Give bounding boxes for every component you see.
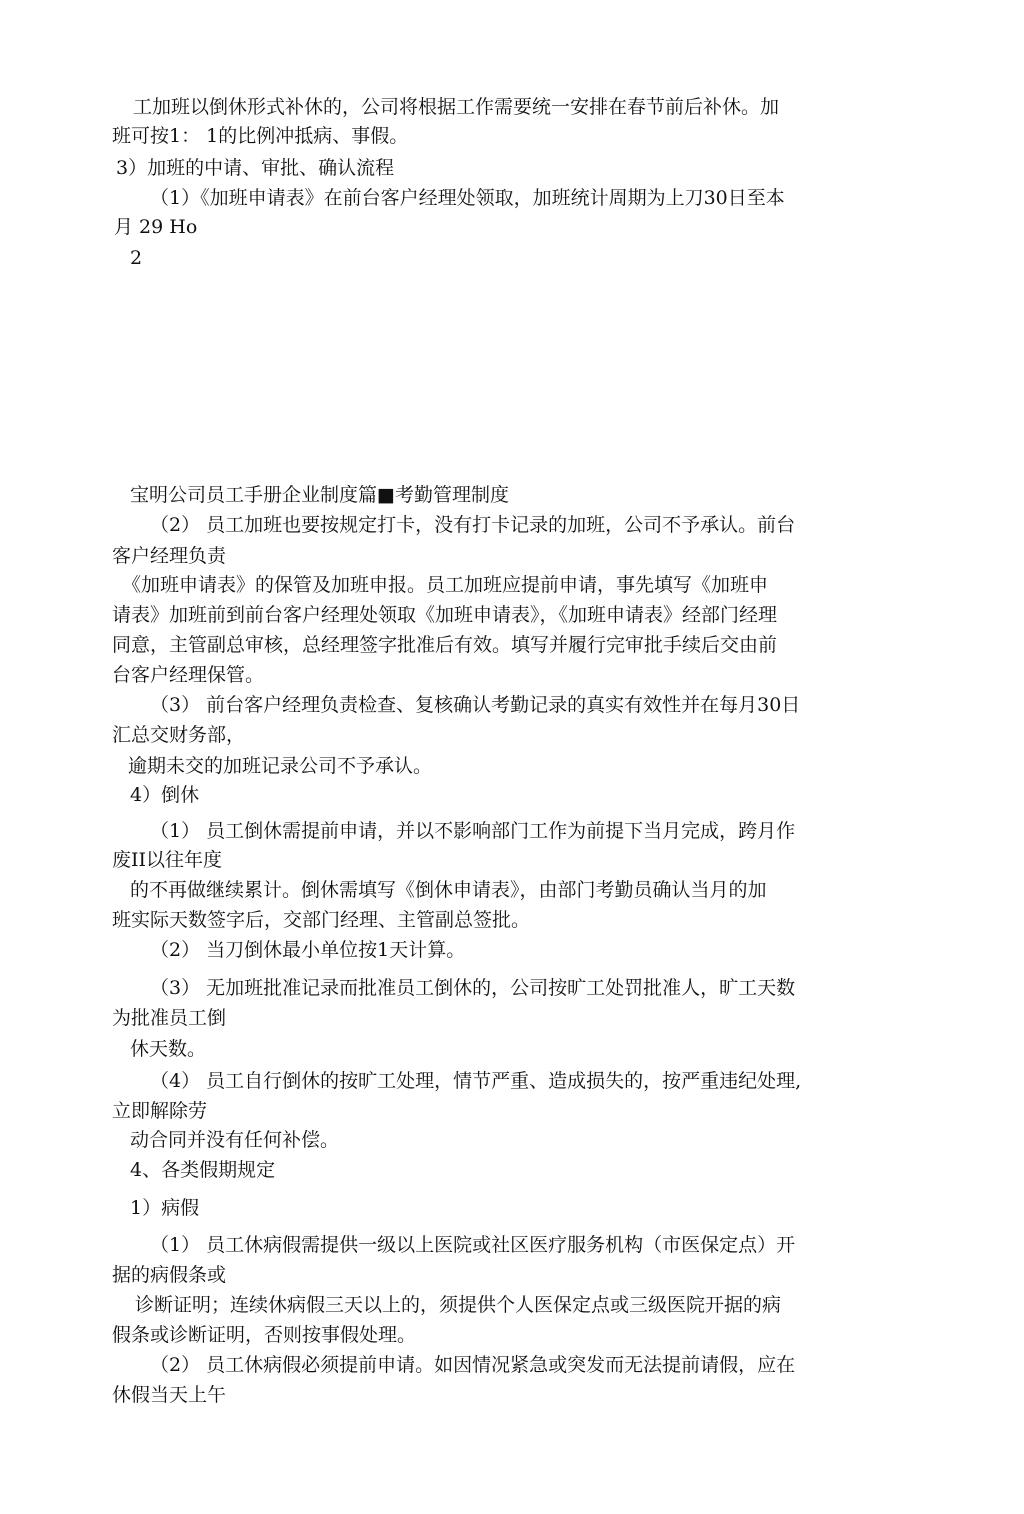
text-line: 台客户经理保管。 (112, 664, 265, 686)
text-line: 3）加班的中请、审批、确认流程 (116, 157, 395, 179)
text-line: 客户经理负责 (112, 545, 227, 567)
text-line: 1）病假 (130, 1197, 200, 1219)
running-header: 宝明公司员工手册企业制度篇■考勤管理制度 (130, 484, 509, 506)
text-line: （2） 员工加班也要按规定打卡，没有打卡记录的加班，公司不予承认。前台 (150, 514, 796, 536)
text-line: （1）《加班申请表》在前台客户经理处领取，加班统计周期为上刀30日至本 (150, 187, 785, 209)
text-line: 为批准员工倒 (112, 1007, 227, 1029)
text-line: 动合同并没有任何补偿。 (130, 1129, 340, 1151)
text-line: （1） 员工休病假需提供一级以上医院或社区医疗服务机构（市医保定点）开 (150, 1234, 796, 1256)
text-line: 工加班以倒休形式补休的，公司将根据工作需要统一安排在春节前后补休。加 (133, 96, 780, 118)
text-line: 4）倒休 (130, 784, 200, 806)
text-line: 据的病假条或 (112, 1264, 227, 1286)
text-line: 休天数。 (130, 1038, 207, 1060)
text-line: 假条或诊断证明，否则按事假处理。 (112, 1324, 417, 1346)
page-number: 2 (130, 247, 143, 269)
text-line: 4、各类假期规定 (130, 1159, 276, 1181)
text-line: 废II以往年度 (112, 849, 223, 871)
text-line: 月 29 Ho (114, 216, 198, 238)
text-line: （2） 员工休病假必须提前申请。如因情况紧急或突发而无法提前请假，应在 (150, 1354, 796, 1376)
text-line: 班可按1： 1的比例冲抵病、事假。 (112, 125, 409, 147)
text-line: （4） 员工自行倒休的按旷工处理，情节严重、造成损失的，按严重违纪处理, (150, 1070, 802, 1092)
text-line: 休假当天上午 (112, 1384, 227, 1406)
text-line: 请表》加班前到前台客户经理处领取《加班申请表》，《加班申请表》经部门经理 (112, 604, 778, 626)
text-line: 《加班申请表》的保管及加班申报。员工加班应提前申请，事先填写《加班申 (122, 574, 769, 596)
text-line: 同意，主管副总审核，总经理签字批准后有效。填写并履行完审批手续后交由前 (112, 634, 778, 656)
text-line: 汇总交财务部， (112, 724, 246, 746)
text-line: 班实际天数签字后，交部门经理、主管副总签批。 (112, 909, 531, 931)
text-line: 的不再做继续累计。倒休需填写《倒休申请表》，由部门考勤员确认当月的加 (130, 879, 767, 901)
text-line: 立即解除劳 (112, 1100, 208, 1122)
text-line: 诊断证明；连续休病假三天以上的，须提供个人医保定点或三级医院开据的病 (135, 1294, 782, 1316)
text-line: （2） 当刀倒休最小单位按1天计算。 (150, 939, 466, 961)
text-line: （3） 无加班批准记录而批准员工倒休的，公司按旷工处罚批准人，旷工天数 (150, 977, 796, 999)
text-line: 逾期未交的加班记录公司不予承认。 (128, 755, 433, 777)
text-line: （1） 员工倒休需提前申请，并以不影响部门工作为前提下当月完成，跨月作 (150, 820, 796, 842)
text-line: （3） 前台客户经理负责检查、复核确认考勤记录的真实有效性并在每月30日 (150, 694, 801, 716)
